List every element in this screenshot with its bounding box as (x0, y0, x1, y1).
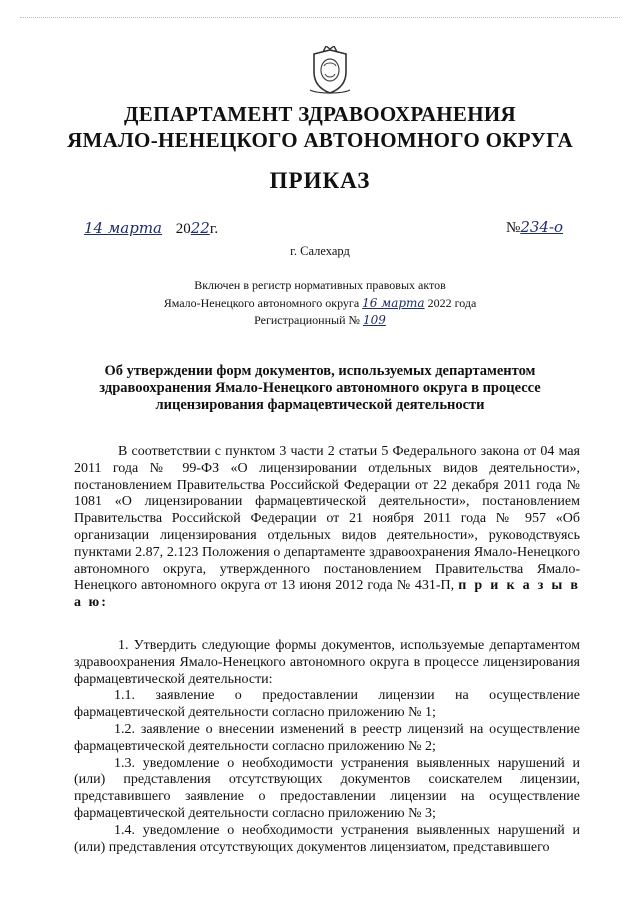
list-item: 1.4. уведомление о необходимости устранения выявленных нарушений и (или) представления отсутствующих документов лицензиатом, представившего (74, 822, 580, 855)
preamble (74, 444, 580, 612)
handwritten-date: 14 марта (84, 219, 163, 237)
list-item: 1.2. заявление о внесении изменений в реестр лицензий на осуществление фармацевтической деятельности согласно приложению № 2; (74, 721, 580, 754)
preamble-text: В соответствии с пунктом 3 части 2 статьи 5 Федерального закона от 04 мая 2011 года № 99-ФЗ «О лицензировании отдельных видов деятельности», постановлением Правительства Российской Федерации от 22 декабря 2011 года № 1081 «О лицензировании фармацевтической деятельности», постановлением Правительства Российской Федерации от 21 ноября 2011 года № 957 «Об организации лицензирования отдельных видов деятельности», руководствуясь пунктами 2.87, 2.123 Положения о департаменте здравоохранения Ямало-Ненецкого автономного округа, утвержденного постановлением Правительства Ямало-Ненецкого автономного округа от 13 июня 2012 года № 431-П, (74, 444, 580, 594)
order-date (84, 219, 218, 238)
registration-number-label: Регистрационный № (254, 313, 360, 327)
list-item: 1.3. уведомление о необходимости устранения выявленных нарушений и (или) представления отсутствующих документов соискателем лицензии, представившего заявление о предоставлении лицензии на осуществление фармацевтической деятельности согласно приложению № 3; (74, 755, 580, 821)
department-name-line1: ДЕПАРТАМЕНТ ЗДРАВООХРАНЕНИЯ (124, 102, 516, 126)
city: г. Салехард (290, 244, 350, 258)
orders-word: п р и к а з ы в а ю: (74, 578, 580, 611)
registration-region: Ямало-Ненецкого автономного округа (163, 296, 360, 310)
registration-year: 2022 года (427, 296, 477, 310)
registration-line3 (0, 313, 640, 328)
handwritten-number: 234-о (520, 218, 564, 236)
number-sign: № (506, 220, 521, 236)
coat-of-arms-icon (308, 46, 352, 96)
handwritten-registration-date: 16 марта (362, 296, 425, 310)
list-item: 1. Утвердить следующие формы документов, используемые департаментом здравоохранения Ямало-Ненецкого автономного округа в процессе лицензирования фармацевтической деятельности: (74, 638, 580, 687)
year-suffix: г. (209, 221, 219, 237)
handwritten-registration-number: 109 (362, 313, 386, 327)
order-number (506, 218, 563, 237)
document-title: Об утверждении форм документов, используемых департаментом здравоохранения Ямало-Ненецкого автономного округа в процессе лицензирования фармацевтической деятельности (99, 363, 541, 413)
year-prefix: 20 (175, 221, 191, 237)
list-item: 1.1. заявление о предоставлении лицензии на осуществление фармацевтической деятельности согласно приложению № 1; (74, 688, 580, 721)
order-items (74, 638, 580, 856)
document-type: ПРИКАЗ (269, 168, 371, 193)
registration-line2 (0, 296, 640, 311)
registration-line1: Включен в регистр нормативных правовых актов (194, 278, 446, 292)
handwritten-year: 22 (190, 219, 210, 237)
scan-artifact-line (20, 17, 620, 20)
department-name-line2: ЯМАЛО-НЕНЕЦКОГО АВТОНОМНОГО ОКРУГА (67, 128, 573, 152)
